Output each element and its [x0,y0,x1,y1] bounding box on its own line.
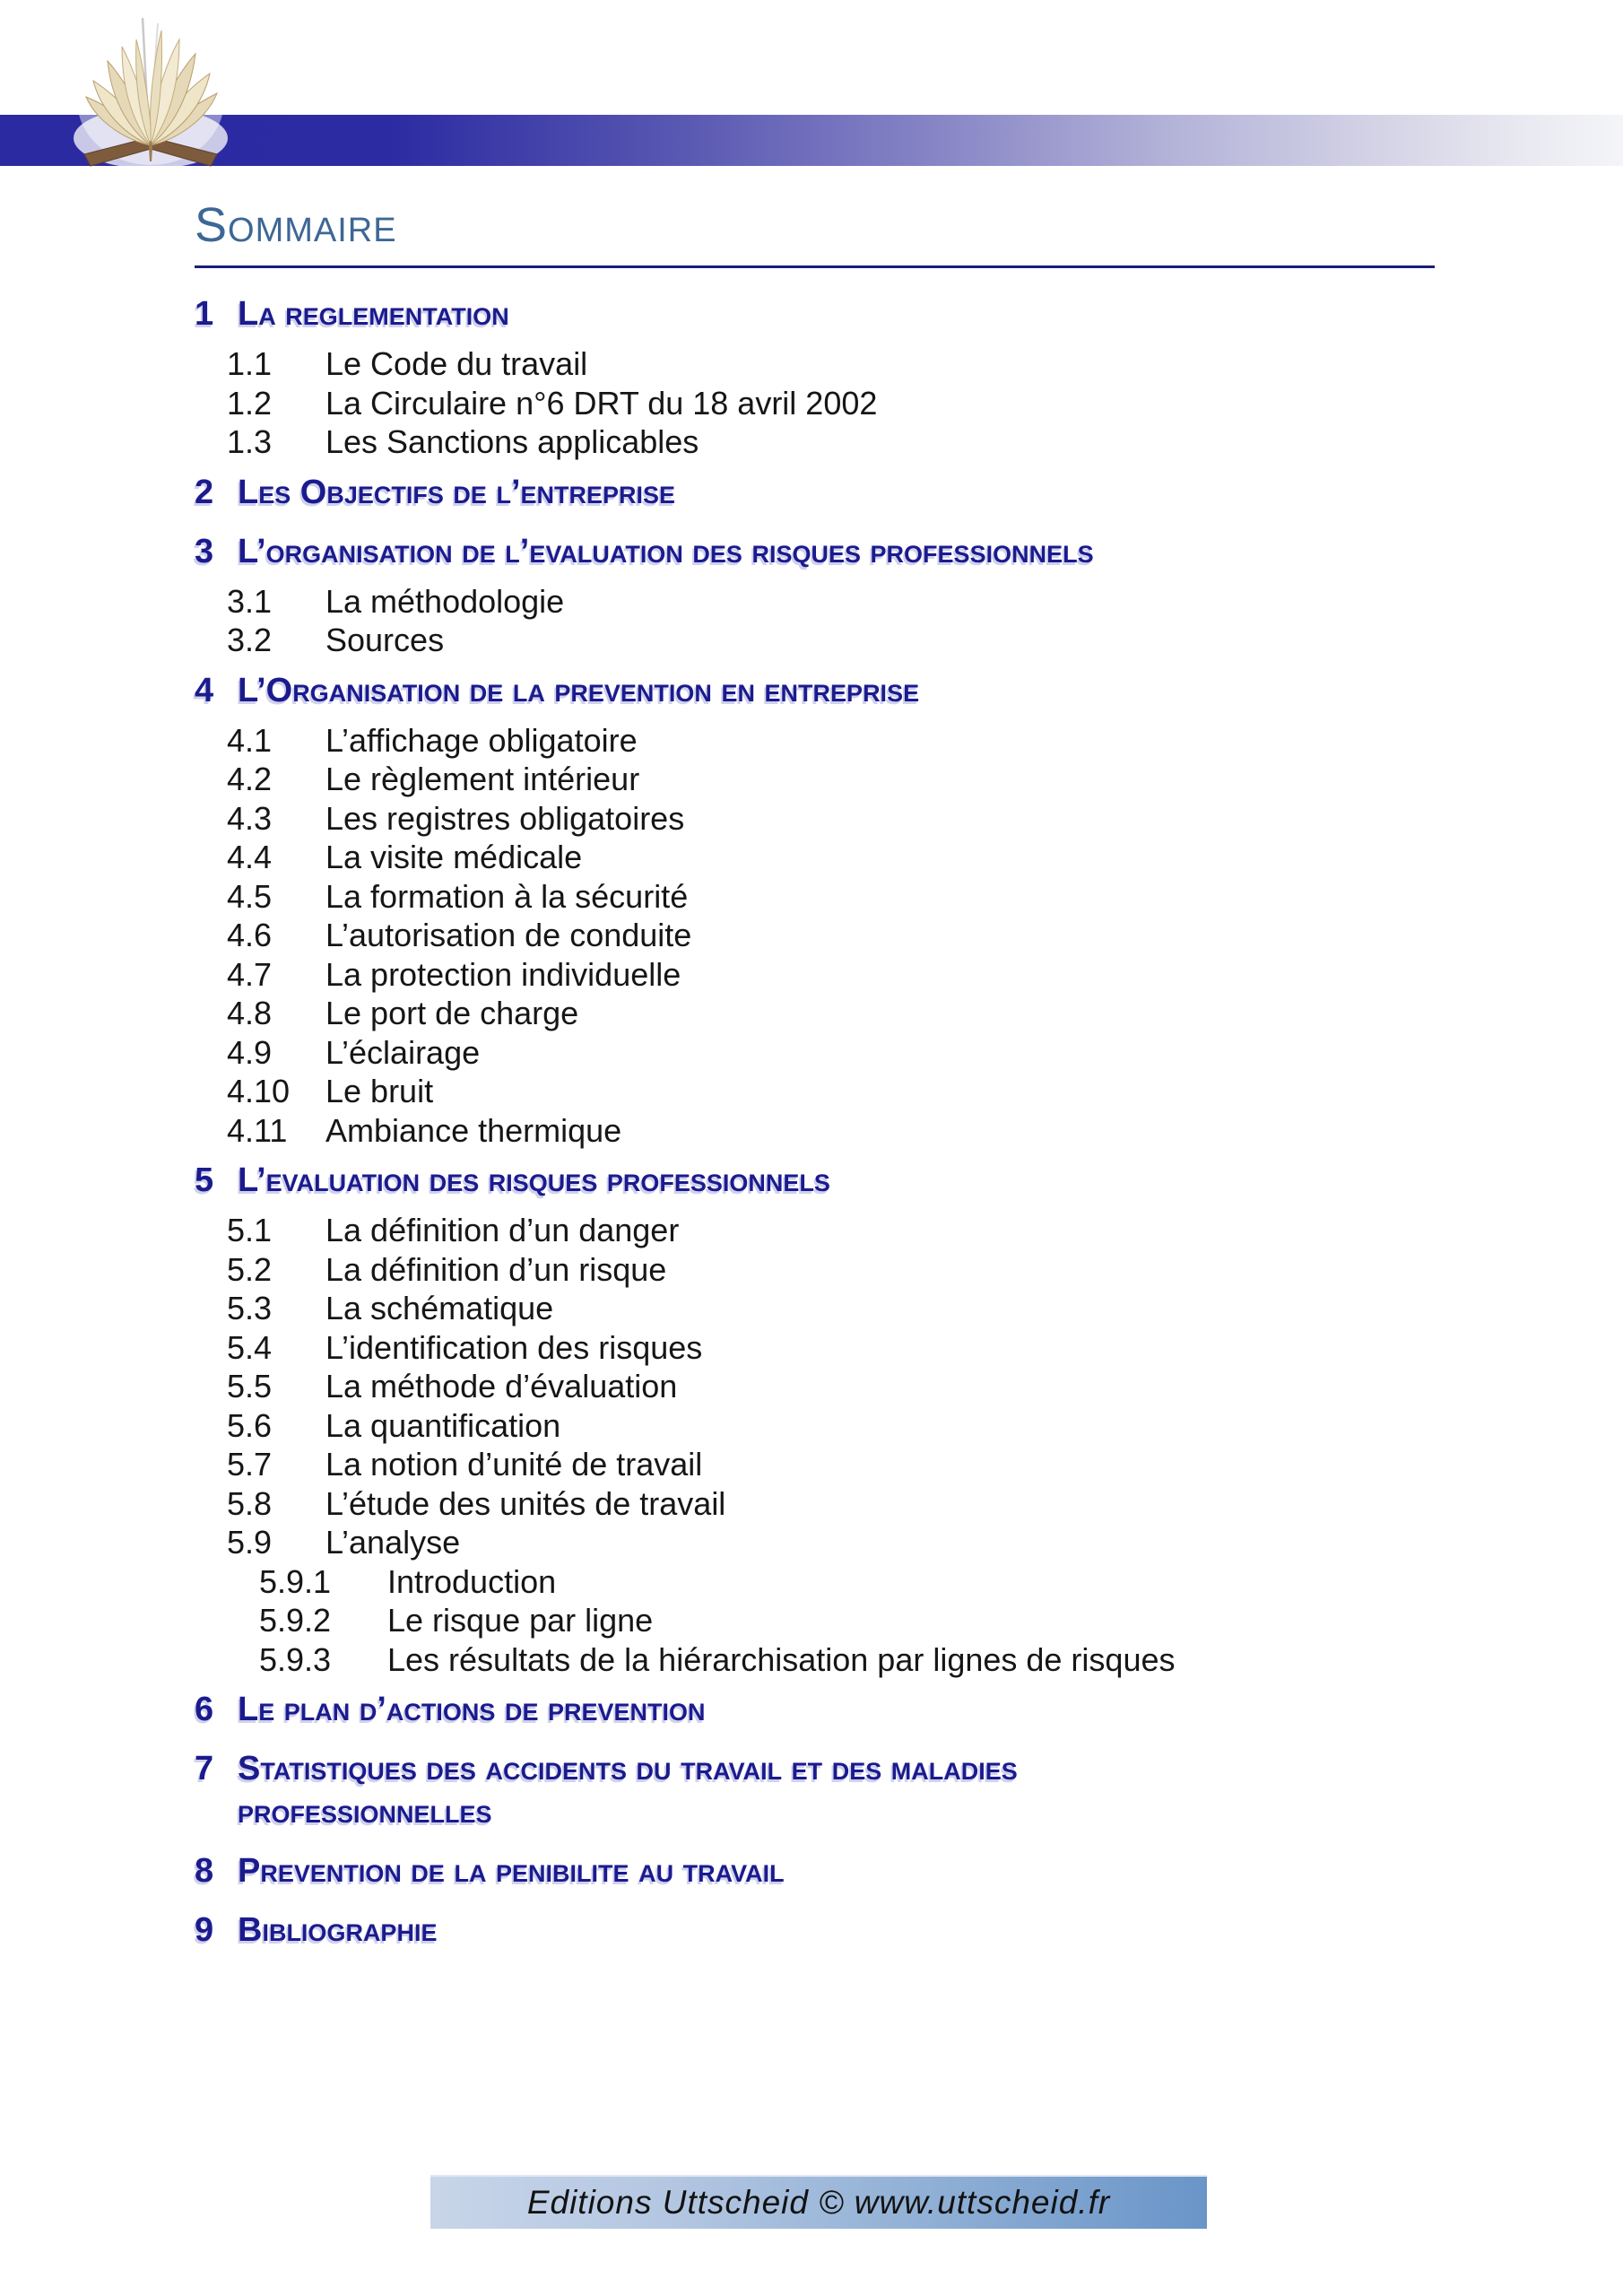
toc-item-number: 4.3 [227,799,273,837]
toc-item-label: Ambiance thermique [325,1111,622,1149]
toc-item-number: 5.9.1 [259,1562,332,1600]
toc-item [195,1211,1623,1250]
toc-item [195,1601,1623,1640]
toc-item-number: 5.6 [227,1406,273,1444]
toc-item-number: 1.3 [227,423,273,460]
toc-item [195,1849,1623,1892]
toc-item-label: Le port de charge [325,995,579,1031]
toc-item-label: La notion d’unité de travail [325,1446,703,1483]
toc-item-number: 4.8 [227,995,273,1031]
toc-item-label: La définition d’un risque [325,1250,667,1288]
toc-item [195,1159,1623,1202]
toc-item-number: 4.9 [227,1033,273,1071]
header-band [0,115,1623,166]
toc-item-label: Introduction [387,1562,557,1600]
toc-item-number: 4.2 [227,761,273,797]
toc-item-number: 4 [195,671,214,709]
footer-banner [430,2175,1207,2229]
toc-item [195,292,1623,335]
toc-item [195,916,1623,955]
title-rule [195,265,1435,268]
toc-item-label: La quantification [325,1406,561,1444]
toc-item [195,1688,1623,1731]
toc-item [195,1484,1623,1524]
toc-item-label: La méthode d’évaluation [325,1368,678,1405]
toc-item-label: La Circulaire n°6 DRT du 18 avril 2002 [325,384,878,422]
toc-item-number: 7 [195,1750,214,1787]
toc-item [195,1072,1623,1111]
toc-item-label: La visite médicale [325,839,583,875]
toc-item-label: L’autorisation de conduite [325,917,692,953]
toc-item-label: Les Objectifs de l’entreprise [238,473,676,511]
toc-item-number: 5.7 [227,1446,273,1483]
toc-item-number: 5.9.2 [259,1602,332,1639]
toc-item-number: 4.10 [227,1073,291,1109]
toc-item-label: Le plan d’actions de prevention [238,1691,706,1728]
toc-item [195,1367,1623,1406]
toc-item [195,582,1623,622]
toc-item-number: 4.11 [227,1111,288,1149]
toc-item-label: Les registres obligatoires [325,799,685,837]
toc-item [195,1640,1623,1680]
toc-item-label: Le règlement intérieur [325,761,640,797]
toc-item [195,1033,1623,1073]
toc-item [195,1328,1623,1368]
toc-item-label: L’analyse [325,1524,461,1561]
toc-item-label: L’identification des risques [325,1328,703,1366]
toc-item [195,1406,1623,1446]
toc-item-number: 5.8 [227,1484,273,1522]
toc-item-number: 4.5 [227,877,273,915]
toc-item [195,669,1623,712]
toc-item-number: 2 [195,473,214,511]
toc-item [195,994,1623,1033]
toc-item [195,1909,1623,1952]
toc-item [195,799,1623,839]
page-title: Sommaire [195,198,397,252]
toc-item [195,760,1623,799]
toc-item-label: La formation à la sécurité [325,877,689,915]
toc-item [195,1445,1623,1484]
toc-item-number: 4.7 [227,955,273,993]
toc-item [195,1250,1623,1290]
toc-item-number: 4.4 [227,839,273,875]
toc-item-label: La reglementation [238,295,509,333]
toc-item [195,384,1623,423]
toc-item [195,955,1623,995]
toc-item-number: 5.9 [227,1524,273,1561]
toc-item-number: 1 [195,295,214,333]
toc-item-number: 8 [195,1852,214,1890]
toc-item-number: 3.1 [227,582,273,620]
toc-item-label: La schématique [325,1290,554,1326]
toc-item-label: L’organisation de l’evaluation des risques professionnels [238,532,1094,570]
toc-page [0,167,1623,1961]
page-header [0,0,1623,167]
toc-item-label: Le Code du travail [325,345,588,382]
toc-item-label: L’Organisation de la prevention en entreprise [238,671,920,709]
toc-item-number: 1.1 [227,345,273,382]
toc-item-number: 4.6 [227,917,273,953]
toc-item-label: Sources [325,622,445,658]
toc-item-number: 1.2 [227,384,273,422]
toc-item-label: Bibliographie [238,1911,438,1949]
toc-item-number: 4.1 [227,721,273,759]
toc-item [195,1747,1623,1833]
toc-item-number: 5.5 [227,1368,273,1405]
toc-item-number: 6 [195,1691,214,1728]
toc-item-number: 9 [195,1911,214,1949]
toc [195,292,1623,1952]
toc-item-label: Le risque par ligne [387,1602,654,1639]
toc-item [195,530,1623,573]
toc-item-label: Les Sanctions applicables [325,423,699,460]
toc-item-number: 5.3 [227,1290,273,1326]
toc-item [195,1111,1623,1151]
toc-item-number: 3 [195,532,214,570]
toc-item-label: Le bruit [325,1073,434,1109]
toc-item-label: L’éclairage [325,1033,481,1071]
toc-item [195,838,1623,877]
toc-item [195,1289,1623,1328]
toc-item-label: L’étude des unités de travail [325,1484,726,1522]
toc-item [195,877,1623,917]
toc-item-number: 5.9.3 [259,1640,332,1678]
toc-item [195,471,1623,514]
toc-item-label: La définition d’un danger [325,1212,680,1248]
toc-item-label: L’evaluation des risques professionnels [238,1161,830,1199]
toc-item [195,1562,1623,1602]
toc-item [195,344,1623,384]
toc-item-number: 3.2 [227,622,273,658]
toc-item-number: 5.2 [227,1250,273,1288]
toc-item-label: Les résultats de la hiérarchisation par lignes de risques [387,1640,1176,1678]
toc-item-label: L’affichage obligatoire [325,721,638,759]
toc-item-label: La protection individuelle [325,955,681,993]
toc-item-label: Statistiques des accidents du travail et des maladies professionnelles [238,1750,1018,1831]
toc-item [195,422,1623,462]
toc-item-number: 5.4 [227,1328,273,1366]
toc-item-label: Prevention de la penibilite au travail [238,1852,785,1890]
toc-item [195,621,1623,660]
toc-item-number: 5 [195,1161,214,1199]
toc-item [195,1523,1623,1562]
toc-item-number: 5.1 [227,1212,273,1248]
open-book-icon [74,4,228,170]
toc-item [195,721,1623,761]
footer-text: Editions Uttscheid © www.uttscheid.fr [526,2184,1111,2221]
toc-item-label: La méthodologie [325,582,565,620]
